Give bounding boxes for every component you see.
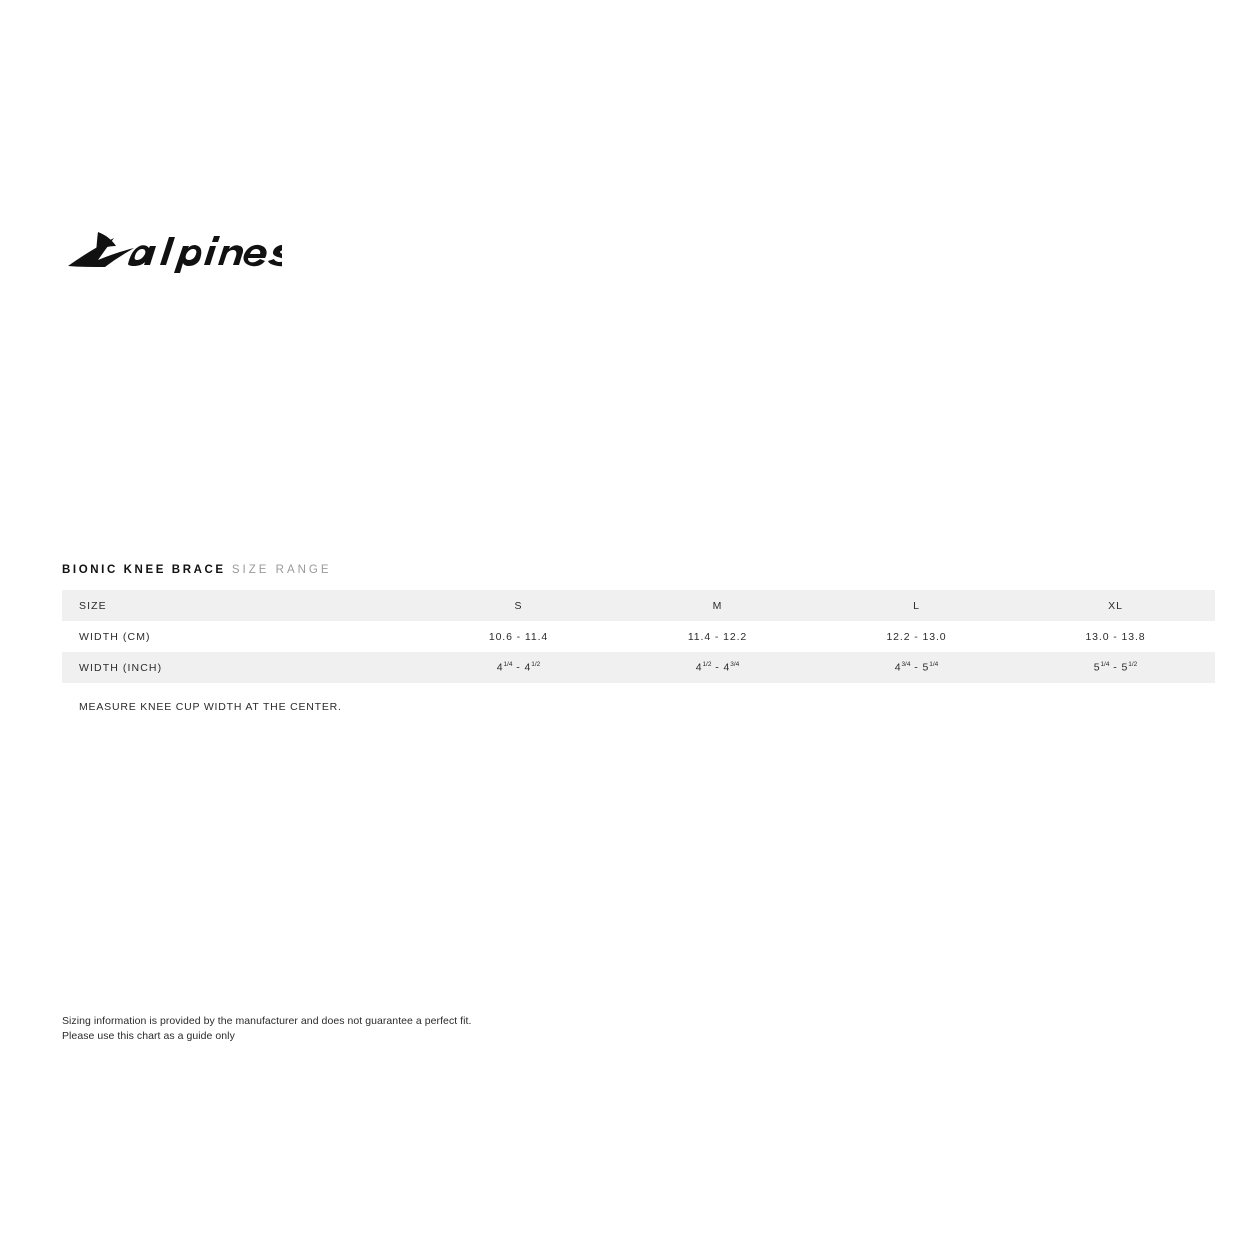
cell-width-cm-xl: 13.0 - 13.8 bbox=[1085, 630, 1146, 643]
cell-width-cm-m: 11.4 - 12.2 bbox=[687, 630, 748, 643]
cell-width-inch-m: $4^{1/2} - 4^{3/4}$ bbox=[695, 661, 740, 674]
row-label-width-cm: WIDTH (CM) bbox=[79, 630, 151, 643]
header-size-m: M bbox=[712, 599, 723, 612]
cell-width-inch-s: $4^{1/4} - 4^{1/2}$ bbox=[496, 661, 541, 674]
measure-note: MEASURE KNEE CUP WIDTH AT THE CENTER. bbox=[79, 701, 342, 713]
table-row bbox=[62, 652, 1215, 683]
cell-width-inch-l: $4^{3/4} - 5^{1/4}$ bbox=[894, 661, 939, 674]
cell-width-cm-s: 10.6 - 11.4 bbox=[488, 630, 549, 643]
cell-width-inch-xl: $5^{1/4} - 5^{1/2}$ bbox=[1093, 661, 1138, 674]
table-header-row bbox=[62, 590, 1215, 621]
header-size-s: S bbox=[514, 599, 523, 612]
footer-disclaimer bbox=[62, 1014, 471, 1044]
row-label-width-inch: WIDTH (INCH) bbox=[79, 661, 163, 674]
footer-line-1: Sizing information is provided by the manufacturer and does not guarantee a perfect fit. bbox=[62, 1015, 472, 1027]
header-size-l: L bbox=[913, 599, 920, 612]
title-product: BIONIC KNEE BRACE bbox=[62, 564, 226, 576]
title-suffix: SIZE RANGE bbox=[231, 564, 332, 576]
footer-line-2: Please use this chart as a guide only bbox=[62, 1030, 235, 1042]
header-size-label: SIZE bbox=[79, 599, 107, 612]
size-table bbox=[62, 590, 1215, 683]
alpinestars-logo bbox=[62, 222, 282, 282]
page-title bbox=[62, 562, 332, 578]
table-row bbox=[62, 621, 1215, 652]
cell-width-cm-l: 12.2 - 13.0 bbox=[886, 630, 947, 643]
header-size-xl: XL bbox=[1108, 599, 1123, 612]
